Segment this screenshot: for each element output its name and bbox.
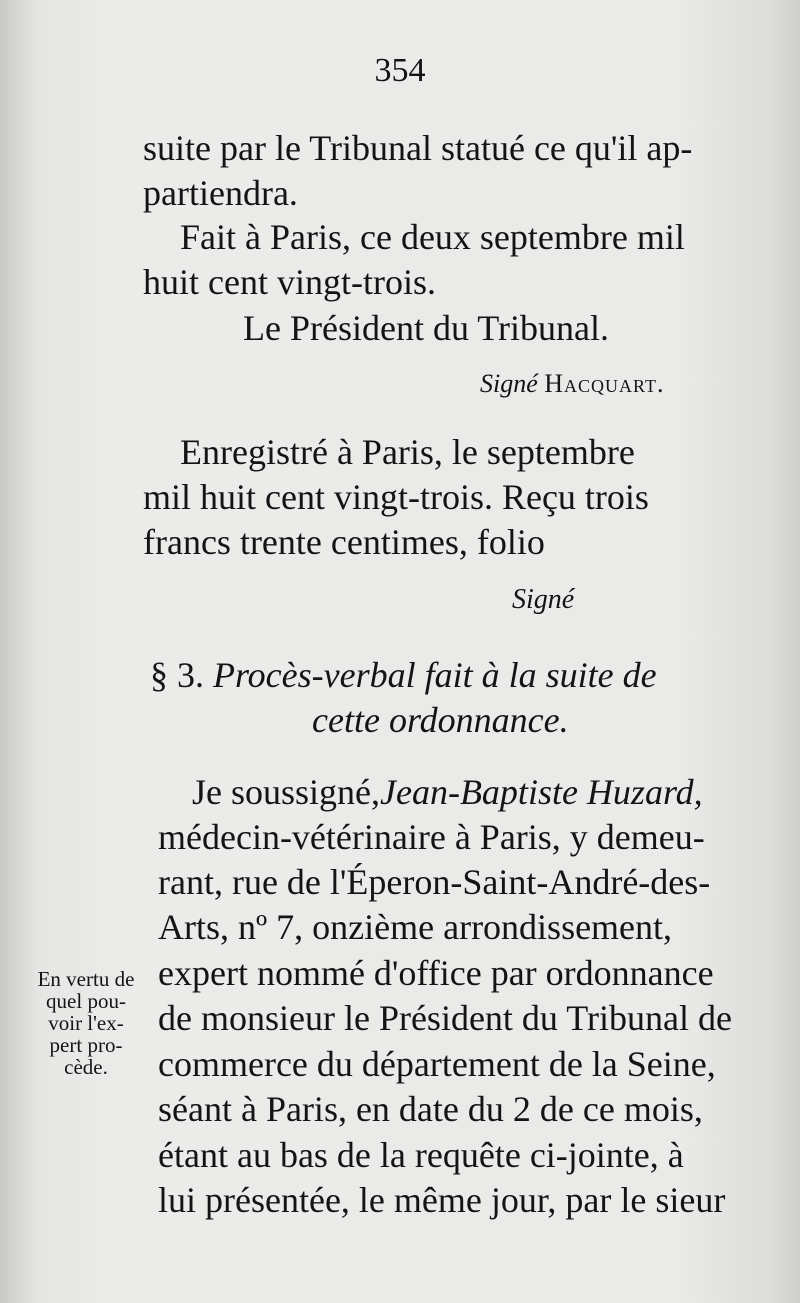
text-line: lui présentée, le même jour, par le sieur — [158, 1180, 726, 1220]
text-line: médecin-vétérinaire à Paris, y demeu- — [158, 817, 705, 857]
paragraph-first-line — [192, 770, 800, 814]
text-line: de monsieur le Président du Tribunal de — [158, 998, 732, 1038]
margin-note-line: quel pou- — [46, 989, 126, 1013]
margin-note — [18, 968, 154, 1078]
page-number: 354 — [374, 52, 426, 89]
text-line: suite par le Tribunal statué ce qu'il ap- — [143, 128, 693, 168]
text-line: huit cent vingt-trois. — [143, 262, 436, 302]
text-span: Je soussigné, — [192, 772, 380, 812]
text-line: partiendra. — [143, 173, 298, 213]
text-line: Enregistré à Paris, le septembre — [180, 432, 635, 472]
signature-hacquart — [480, 362, 800, 406]
section-heading-line-1 — [150, 653, 800, 697]
text-line: expert nommé d'office par ordonnance — [158, 953, 714, 993]
section-title: Procès-verbal fait à la suite de — [213, 655, 657, 695]
margin-note-line: En vertu de — [37, 967, 135, 991]
margin-note-line: cède. — [64, 1055, 108, 1079]
text-line: rant, rue de l'Éperon-Saint-André-des- — [158, 862, 711, 902]
text-line: séant à Paris, en date du 2 de ce mois, — [158, 1089, 703, 1129]
signatory-name: Hacquart. — [544, 369, 665, 398]
signe-label: Signé — [480, 369, 538, 398]
text-line: commerce du département de la Seine, — [158, 1044, 716, 1084]
expert-name: Jean-Baptiste Huzard, — [380, 772, 703, 812]
text-line: Le Président du Tribunal. — [243, 308, 609, 348]
signature-blank: Signé — [512, 584, 575, 615]
section-heading-line-2: cette ordonnance. — [312, 700, 569, 740]
text-line: francs trente centimes, folio — [143, 522, 545, 562]
margin-note-line: pert pro- — [49, 1033, 123, 1057]
text-line: mil huit cent vingt-trois. Reçu trois — [143, 477, 649, 517]
text-line: Arts, nº 7, onzième arrondissement, — [158, 907, 673, 947]
text-line: étant au bas de la requête ci-jointe, à — [158, 1135, 684, 1175]
section-mark: § 3. — [150, 655, 204, 695]
margin-note-line: voir l'ex- — [48, 1011, 124, 1035]
text-line: Fait à Paris, ce deux septembre mil — [180, 217, 685, 257]
